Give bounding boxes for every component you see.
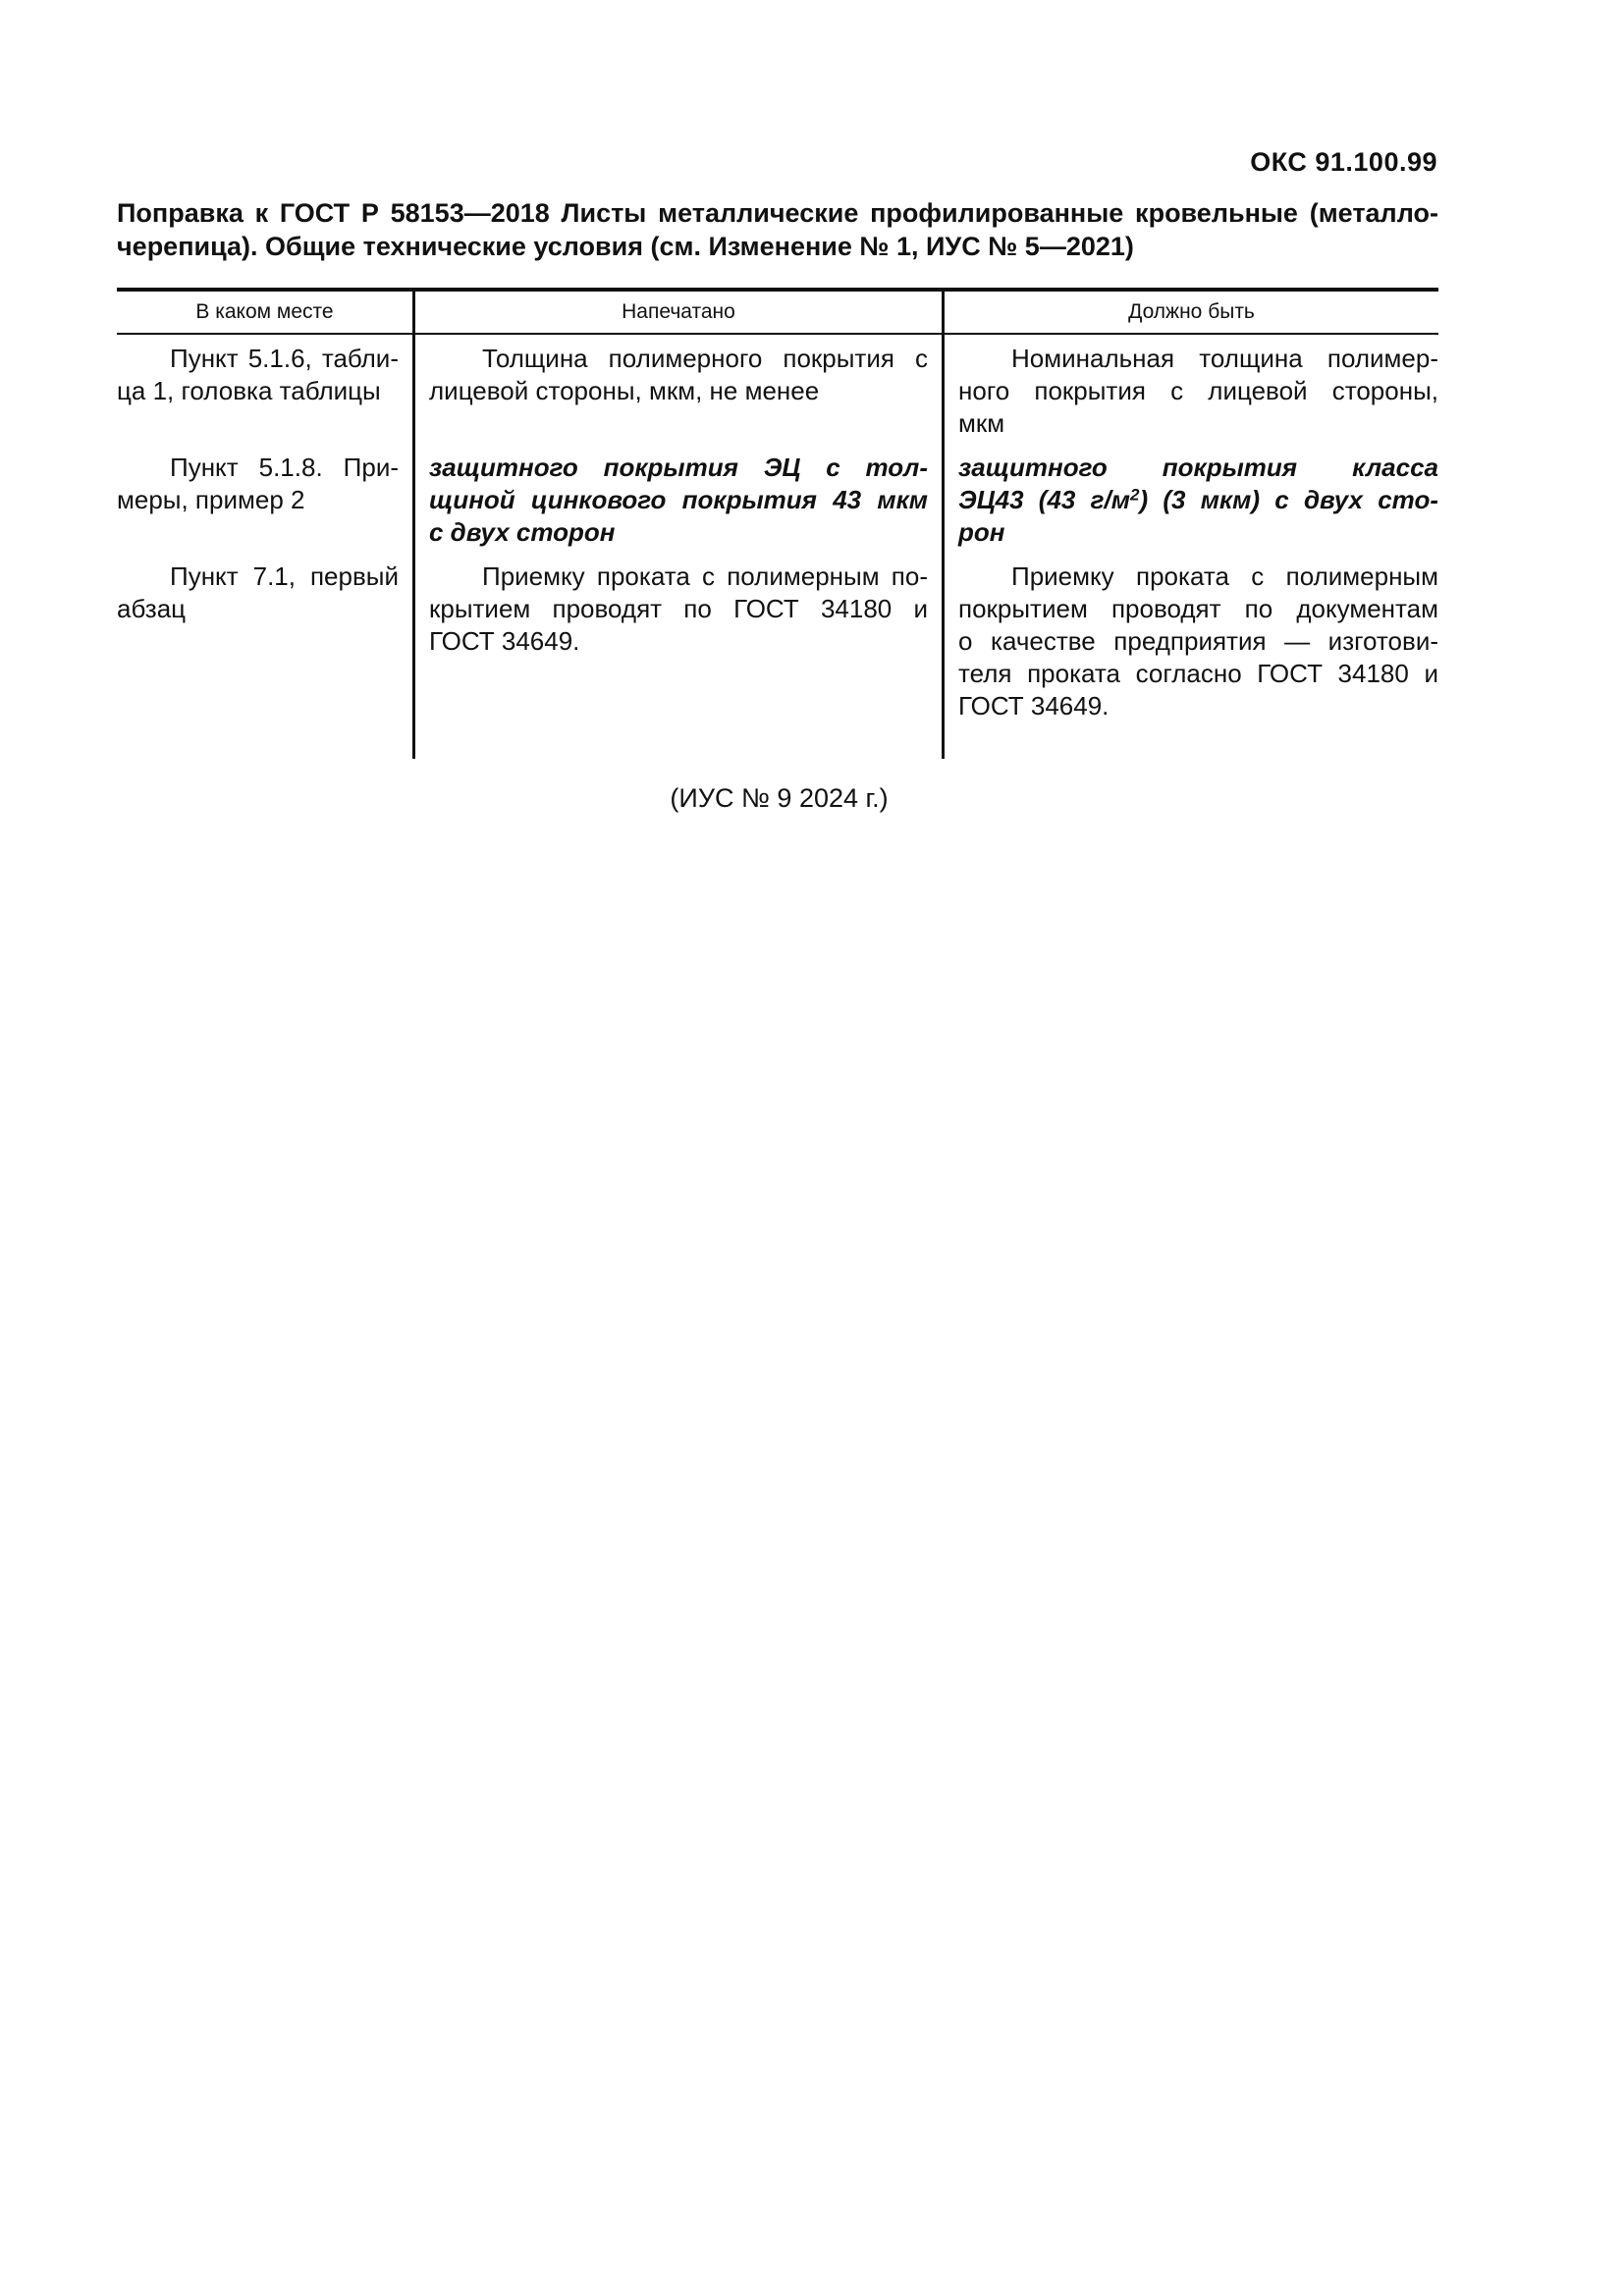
cell-should-be-3: Приемку проката с полимерным покрытием проводят по документам о качестве предприятия — изготови- теля проката согласно ГОСТ 34180 и ГОСТ 34649. <box>958 561 1438 721</box>
header-should-be: Должно быть <box>942 292 1438 333</box>
title-line-1: Поправка к ГОСТ Р 58153—2018 Листы металлические профилированные кровельные (металло- <box>117 198 1438 228</box>
cell-where-1: Пункт 5.1.6, табли- ца 1, головка таблицы <box>117 344 399 405</box>
column-printed <box>412 335 942 759</box>
cell-where-2: Пункт 5.1.8. При- меры, пример 2 <box>117 453 399 514</box>
cell-printed-1: Толщина полимерного покрытия с лицевой стороны, мкм, не менее <box>429 344 928 405</box>
column-should-be <box>942 335 1438 759</box>
table-body <box>117 335 1438 759</box>
table-header <box>117 292 1438 335</box>
header-printed: Напечатано <box>412 292 942 333</box>
correction-table <box>117 288 1438 759</box>
cell-printed-3: Приемку проката с полимерным по- крытием проводят по ГОСТ 34180 и ГОСТ 34649. <box>429 561 928 656</box>
cell-printed-2: защитного покрытия ЭЦ с тол- щиной цинкового покрытия 43 мкм с двух сторон <box>429 453 928 547</box>
cell-where-3: Пункт 7.1, первый абзац <box>117 561 399 623</box>
title-line-2: черепица). Общие технические условия (см. Изменение № 1, ИУС № 5—2021) <box>117 232 1134 261</box>
publication-note: (ИУС № 9 2024 г.) <box>670 783 889 813</box>
header-where: В каком месте <box>195 300 334 323</box>
column-where <box>117 335 412 759</box>
cell-should-be-2: защитного покрытия класса ЭЦ43 (43 $г/м^2$) (3 мкм) с двух сто- рон <box>958 453 1438 547</box>
document-title <box>117 196 1438 263</box>
classification-code: ОКС 91.100.99 <box>1250 147 1437 177</box>
cell-should-be-1: Номинальная толщина полимер- ного покрытия с лицевой стороны, мкм <box>958 344 1438 438</box>
